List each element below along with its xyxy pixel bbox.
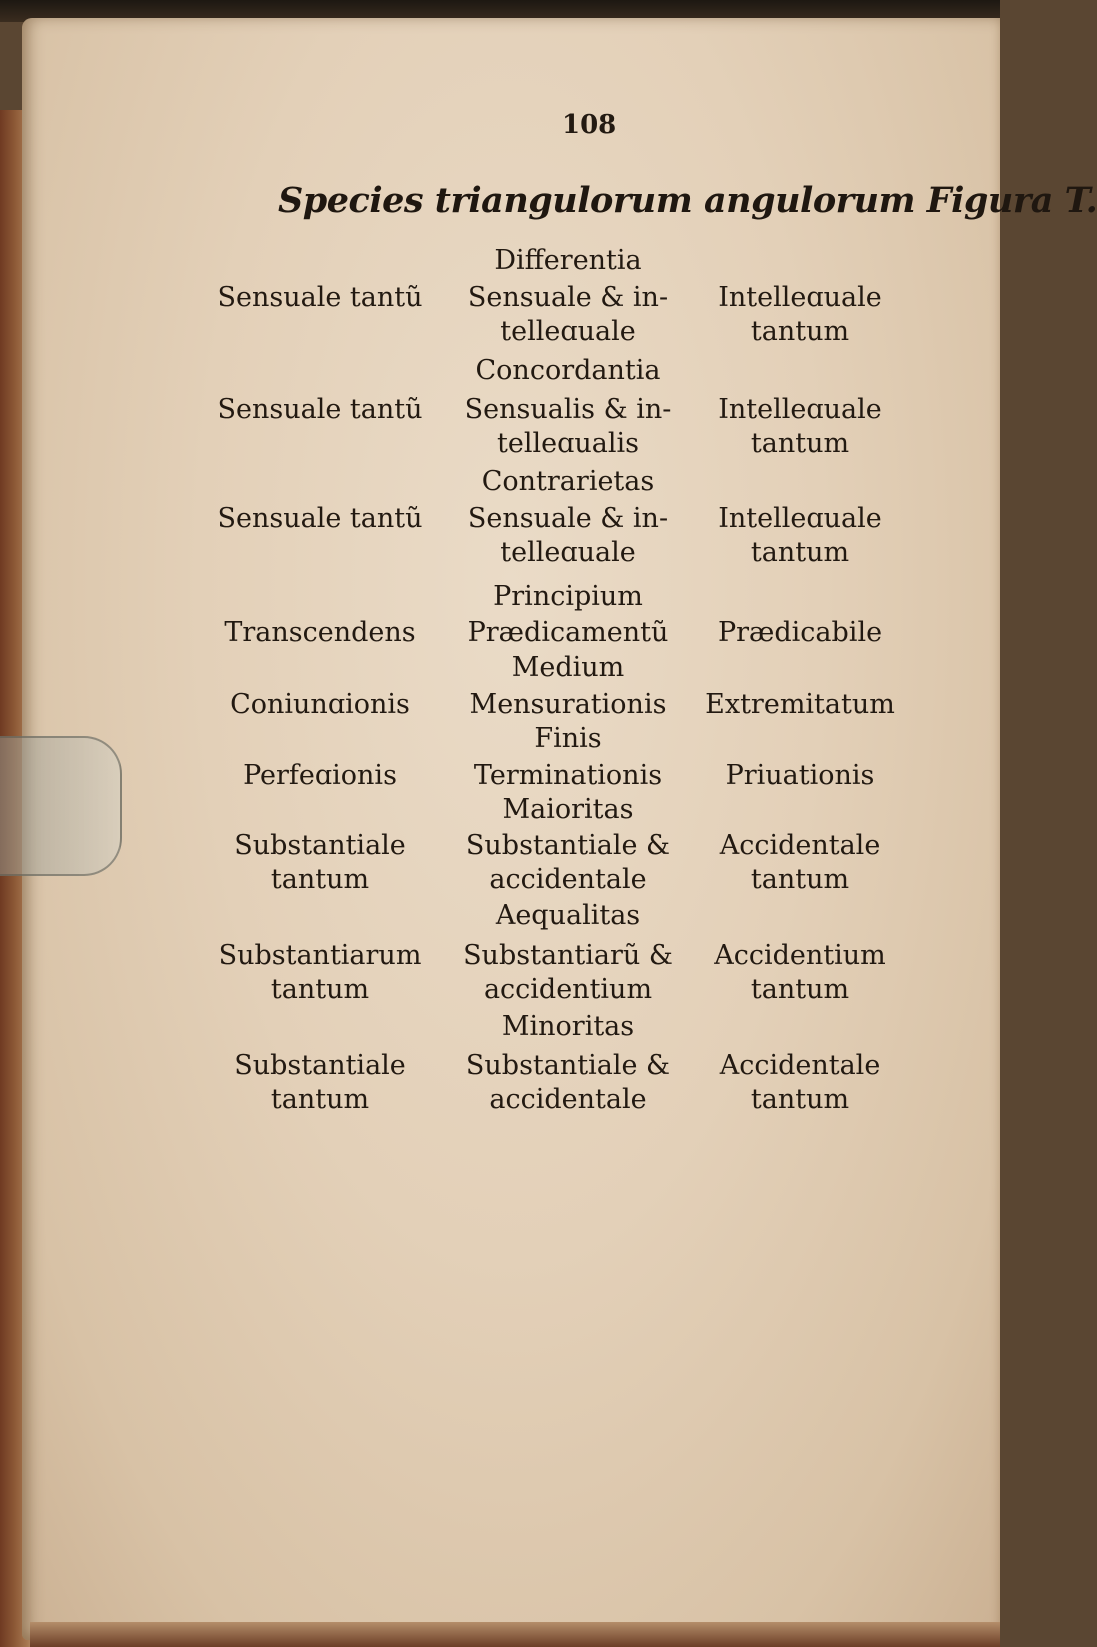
- left-cell: Sensuale tantũ: [217, 503, 423, 534]
- page-bottom-edge: [30, 1622, 1000, 1647]
- row-label: Maioritas: [502, 794, 634, 825]
- middle-cell: accidentale: [489, 864, 647, 895]
- row-label: Contrarietas: [481, 466, 655, 497]
- middle-cell: accidentium: [483, 974, 653, 1005]
- row-label: Differentia: [494, 245, 642, 276]
- left-cell: Substantiale: [234, 830, 406, 861]
- right-cell: tantum: [750, 428, 850, 459]
- right-cell: tantum: [750, 1084, 850, 1115]
- middle-cell: Terminationis: [473, 760, 663, 791]
- right-cell: tantum: [750, 537, 850, 568]
- left-cell: Substantiale: [234, 1050, 406, 1081]
- middle-cell: accidentale: [489, 1084, 647, 1115]
- left-cell: tantum: [270, 1084, 370, 1115]
- middle-cell: Sensuale & in-: [467, 282, 669, 313]
- middle-cell: Substantiale &: [465, 1050, 671, 1081]
- left-cell: Perfeɑionis: [243, 760, 397, 791]
- page-clip: [0, 736, 122, 876]
- right-cell: Accidentale: [719, 1050, 881, 1081]
- middle-cell: Mensurationis: [469, 689, 667, 720]
- middle-cell: Substantiarũ &: [463, 940, 673, 971]
- row-label: Medium: [511, 652, 625, 683]
- right-cell: tantum: [750, 974, 850, 1005]
- right-cell: Prædicabile: [717, 617, 883, 648]
- left-cell: tantum: [270, 974, 370, 1005]
- row-label: Aequalitas: [495, 900, 641, 931]
- right-cell: Intelleɑuale: [718, 503, 882, 534]
- middle-cell: Sensuale & in-: [467, 503, 669, 534]
- right-cell: Intelleɑuale: [718, 394, 882, 425]
- right-cell: Accidentale: [719, 830, 881, 861]
- row-label: Minoritas: [501, 1011, 635, 1042]
- middle-cell: telleɑuale: [500, 316, 636, 347]
- middle-cell: telleɑualis: [497, 428, 639, 459]
- left-cell: Substantiarum: [218, 940, 422, 971]
- right-cell: tantum: [750, 864, 850, 895]
- left-cell: Transcendens: [224, 617, 416, 648]
- page-title: Species triangulorum angulorum Figura T.: [278, 180, 1097, 221]
- right-cell: Extremitatum: [705, 689, 895, 720]
- row-label: Principium: [493, 581, 643, 612]
- right-cell: Accidentium: [714, 940, 886, 971]
- middle-cell: telleɑuale: [500, 537, 636, 568]
- left-cell: Coniunɑionis: [230, 689, 410, 720]
- middle-cell: Prædicamentũ: [467, 617, 669, 648]
- row-label: Finis: [534, 723, 602, 754]
- right-cell: Priuationis: [725, 760, 875, 791]
- row-label: Concordantia: [475, 355, 661, 386]
- left-cell: tantum: [270, 864, 370, 895]
- left-cell: Sensuale tantũ: [217, 394, 423, 425]
- right-cell: tantum: [750, 316, 850, 347]
- middle-cell: Substantiale &: [465, 830, 671, 861]
- left-cell: Sensuale tantũ: [217, 282, 423, 313]
- right-cell: Intelleɑuale: [718, 282, 882, 313]
- middle-cell: Sensualis & in-: [464, 394, 672, 425]
- page-number: 108: [562, 110, 617, 140]
